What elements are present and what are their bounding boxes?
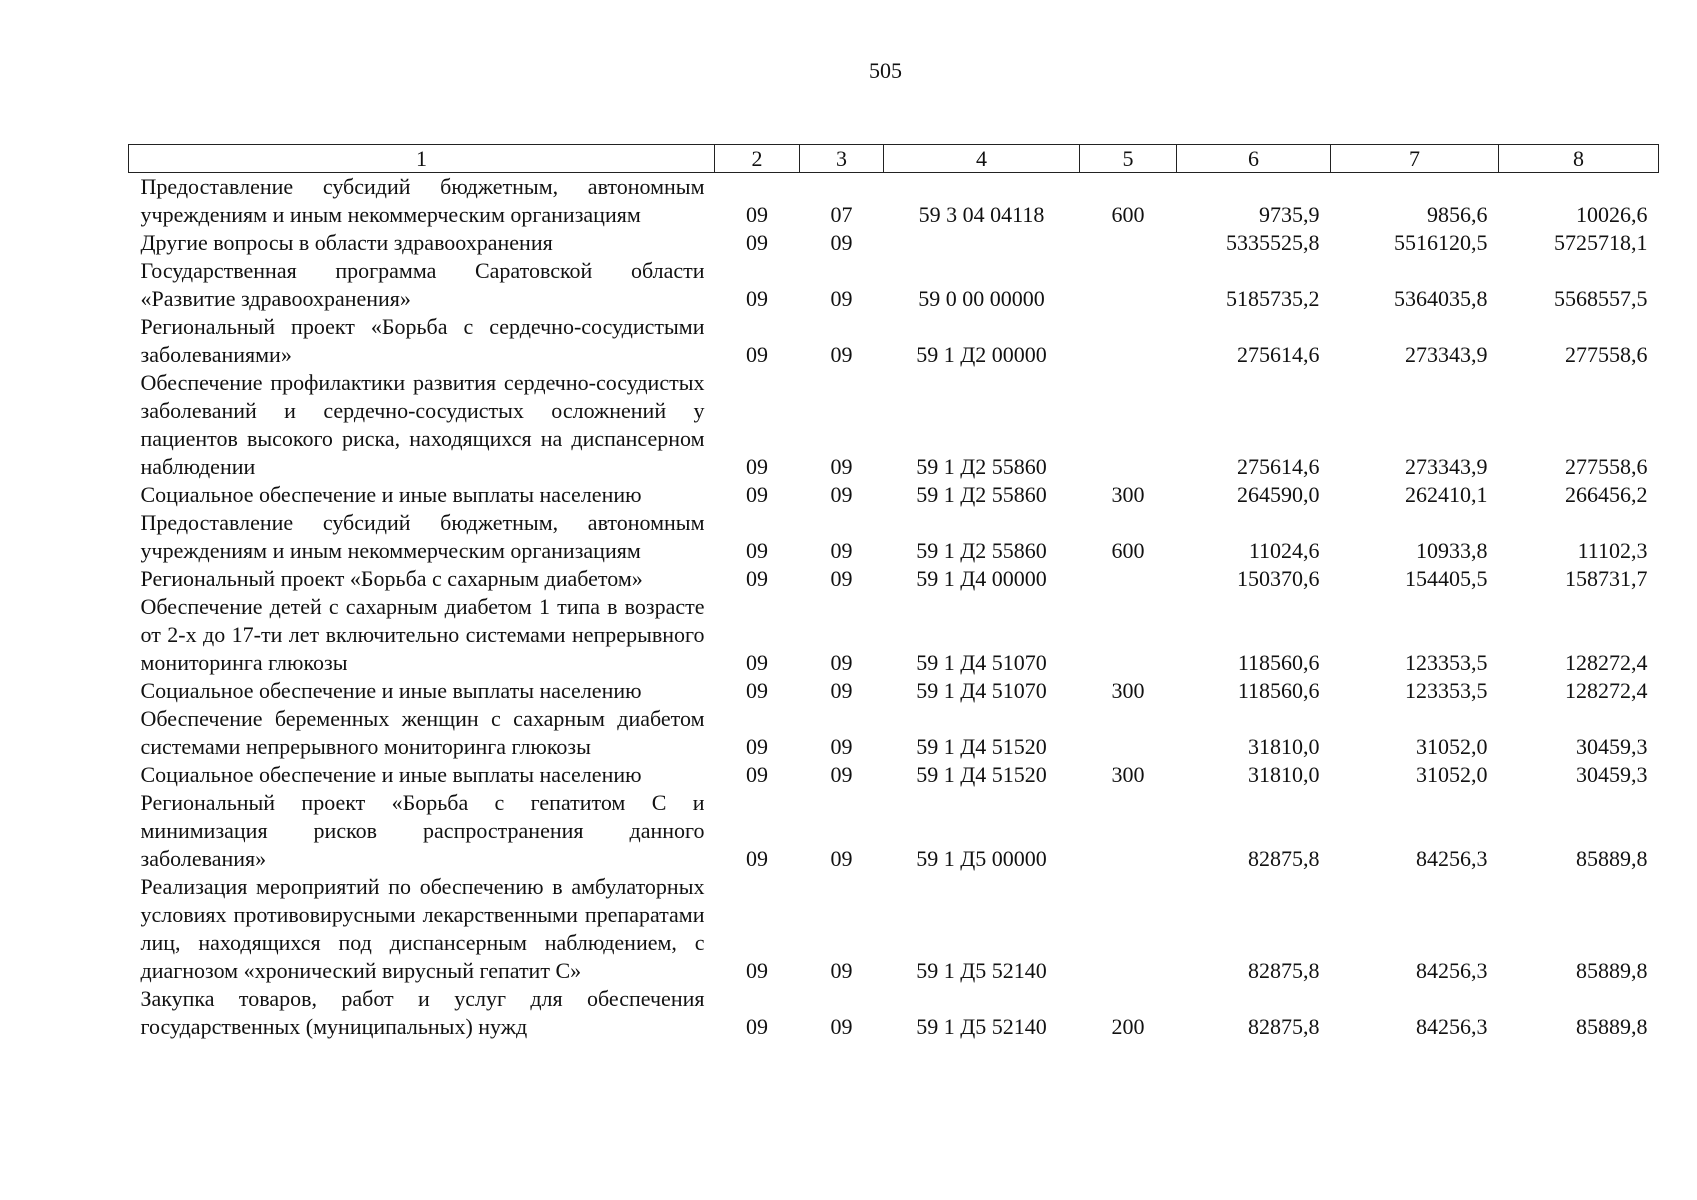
section-code-cell: 09: [746, 958, 768, 983]
target-article-cell: 59 1 Д4 51520: [916, 734, 1047, 759]
amount-col-7-cell: 273343,9: [1405, 454, 1488, 479]
table-row: [129, 761, 1659, 789]
amount-col-7-cell: 84256,3: [1416, 1014, 1488, 1039]
amount-col-8-cell: 158731,7: [1565, 566, 1648, 591]
row-name-cell: Предоставление субсидий бюджетным, автономным учреждениям и иным некоммерческим организациям: [140, 510, 705, 563]
target-article-cell: 59 1 Д2 55860: [916, 538, 1047, 563]
row-name-cell: Региональный проект «Борьба с гепатитом С и минимизация рисков распространения данного заболевания»: [140, 790, 705, 871]
row-name-cell: Социальное обеспечение и иные выплаты населению: [140, 762, 642, 787]
amount-col-6-cell: 5185735,2: [1226, 286, 1320, 311]
subsection-code-cell: 09: [830, 650, 853, 675]
section-code-cell: 09: [746, 482, 768, 507]
expense-type-cell: [1080, 593, 1177, 677]
amount-col-8-cell: 128272,4: [1565, 678, 1648, 703]
target-article-cell: 59 1 Д5 00000: [916, 846, 1047, 871]
table-row: [129, 481, 1659, 509]
header-col-5: 5: [1080, 145, 1177, 173]
amount-col-7-cell: 5364035,8: [1394, 286, 1488, 311]
row-name-cell: Реализация мероприятий по обеспечению в амбулаторных условиях противовирусными лекарственными препаратами лиц, находящихся под диспансерным наблюдением, с диагнозом «хронический вирусный гепатит С»: [140, 874, 705, 983]
amount-col-7-cell: 5516120,5: [1394, 230, 1488, 255]
amount-col-7-cell: 84256,3: [1416, 958, 1488, 983]
target-article-cell: 59 1 Д2 55860: [916, 482, 1047, 507]
section-code-cell: 09: [746, 1014, 768, 1039]
amount-col-7-cell: 154405,5: [1405, 566, 1488, 591]
section-code-cell: 09: [746, 538, 768, 563]
row-name-cell: Социальное обеспечение и иные выплаты населению: [140, 482, 642, 507]
expense-type-cell: [1080, 369, 1177, 481]
subsection-code-cell: 07: [830, 202, 853, 227]
section-code-cell: 09: [746, 454, 768, 479]
amount-col-7-cell: 10933,8: [1416, 538, 1488, 563]
target-article-cell: 59 1 Д5 52140: [916, 1014, 1047, 1039]
header-col-8: 8: [1499, 145, 1659, 173]
expense-type-cell: [1080, 789, 1177, 873]
amount-col-7-cell: 9856,6: [1427, 202, 1488, 227]
row-name-cell: Государственная программа Саратовской области «Развитие здравоохранения»: [140, 258, 705, 311]
subsection-code-cell: 09: [830, 1014, 853, 1039]
table-row: [129, 313, 1659, 369]
table-row: [129, 257, 1659, 313]
target-article-cell: 59 1 Д2 00000: [916, 342, 1047, 367]
target-article-cell: 59 1 Д4 51520: [916, 762, 1047, 787]
subsection-code-cell: 09: [830, 958, 853, 983]
section-code-cell: 09: [746, 202, 768, 227]
expense-type-cell: [1080, 257, 1177, 313]
subsection-code-cell: 09: [830, 230, 853, 255]
amount-col-8-cell: 85889,8: [1576, 846, 1648, 871]
amount-col-7-cell: 123353,5: [1405, 678, 1488, 703]
table-row: [129, 789, 1659, 873]
subsection-code-cell: 09: [830, 566, 853, 591]
row-name-cell: Обеспечение детей с сахарным диабетом 1 типа в возрасте от 2-х до 17-ти лет включительно системами непрерывного мониторинга глюкозы: [140, 594, 705, 675]
expense-type-cell: 300: [1111, 762, 1145, 787]
expense-type-cell: 200: [1111, 1014, 1145, 1039]
expense-type-cell: 600: [1111, 538, 1145, 563]
section-code-cell: 09: [746, 678, 768, 703]
amount-col-7-cell: 31052,0: [1416, 734, 1488, 759]
amount-col-7-cell: 262410,1: [1405, 482, 1488, 507]
target-article-cell: 59 1 Д2 55860: [916, 454, 1047, 479]
subsection-code-cell: 09: [830, 342, 853, 367]
table-row: [129, 593, 1659, 677]
expense-type-cell: [1080, 229, 1177, 257]
budget-table: [128, 144, 1659, 1041]
amount-col-6-cell: 82875,8: [1248, 846, 1320, 871]
amount-col-8-cell: 128272,4: [1565, 650, 1648, 675]
header-col-3: 3: [800, 145, 884, 173]
header-col-6: 6: [1177, 145, 1331, 173]
amount-col-6-cell: 264590,0: [1237, 482, 1320, 507]
header-col-2: 2: [715, 145, 800, 173]
table-row: [129, 509, 1659, 565]
amount-col-8-cell: 277558,6: [1565, 454, 1648, 479]
amount-col-6-cell: 82875,8: [1248, 1014, 1320, 1039]
header-col-1: 1: [129, 145, 715, 173]
table-row: [129, 985, 1659, 1041]
header-row: [129, 145, 1659, 173]
row-name-cell: Региональный проект «Борьба с сахарным диабетом»: [140, 566, 643, 591]
row-name-cell: Другие вопросы в области здравоохранения: [140, 230, 553, 255]
row-name-cell: Закупка товаров, работ и услуг для обеспечения государственных (муниципальных) нужд: [140, 986, 705, 1039]
expense-type-cell: [1080, 565, 1177, 593]
amount-col-8-cell: 85889,8: [1576, 1014, 1648, 1039]
amount-col-6-cell: 82875,8: [1248, 958, 1320, 983]
amount-col-6-cell: 275614,6: [1237, 454, 1320, 479]
section-code-cell: 09: [746, 566, 768, 591]
amount-col-6-cell: 118560,6: [1237, 650, 1320, 675]
row-name-cell: Обеспечение профилактики развития сердечно-сосудистых заболеваний и сердечно-сосудистых осложнений у пациентов высокого риска, находящихся на диспансерном наблюдении: [140, 370, 705, 479]
table-row: [129, 677, 1659, 705]
subsection-code-cell: 09: [830, 762, 853, 787]
section-code-cell: 09: [746, 342, 768, 367]
subsection-code-cell: 09: [830, 286, 853, 311]
amount-col-6-cell: 31810,0: [1248, 762, 1320, 787]
subsection-code-cell: 09: [830, 846, 853, 871]
amount-col-7-cell: 31052,0: [1416, 762, 1488, 787]
target-article-cell: 59 3 04 04118: [918, 202, 1045, 227]
amount-col-6-cell: 11024,6: [1248, 538, 1320, 563]
expense-type-cell: 600: [1111, 202, 1145, 227]
row-name-cell: Региональный проект «Борьба с сердечно-сосудистыми заболеваниями»: [140, 314, 705, 367]
row-name-cell: Социальное обеспечение и иные выплаты населению: [140, 678, 642, 703]
expense-type-cell: 300: [1111, 678, 1145, 703]
amount-col-8-cell: 85889,8: [1576, 958, 1648, 983]
amount-col-8-cell: 10026,6: [1576, 202, 1648, 227]
expense-type-cell: [1080, 705, 1177, 761]
table-body: [129, 173, 1659, 1042]
section-code-cell: 09: [746, 762, 768, 787]
section-code-cell: 09: [746, 230, 768, 255]
amount-col-7-cell: 273343,9: [1405, 342, 1488, 367]
subsection-code-cell: 09: [830, 678, 853, 703]
section-code-cell: 09: [746, 734, 768, 759]
amount-col-8-cell: 277558,6: [1565, 342, 1648, 367]
subsection-code-cell: 09: [830, 454, 853, 479]
amount-col-7-cell: 84256,3: [1416, 846, 1488, 871]
amount-col-6-cell: 5335525,8: [1226, 230, 1320, 255]
table-row: [129, 229, 1659, 257]
amount-col-8-cell: 30459,3: [1576, 762, 1648, 787]
target-article-cell: 59 1 Д4 51070: [916, 678, 1047, 703]
target-article-cell: 59 1 Д4 51070: [916, 650, 1047, 675]
amount-col-6-cell: 275614,6: [1237, 342, 1320, 367]
table-row: [129, 705, 1659, 761]
section-code-cell: 09: [746, 286, 768, 311]
amount-col-6-cell: 150370,6: [1237, 566, 1320, 591]
subsection-code-cell: 09: [830, 538, 853, 563]
amount-col-6-cell: 118560,6: [1237, 678, 1320, 703]
amount-col-6-cell: 31810,0: [1248, 734, 1320, 759]
table-row: [129, 873, 1659, 985]
amount-col-8-cell: 5568557,5: [1554, 286, 1648, 311]
table-row: [129, 565, 1659, 593]
target-article-cell: 59 1 Д5 52140: [916, 958, 1047, 983]
subsection-code-cell: 09: [830, 734, 853, 759]
amount-col-6-cell: 9735,9: [1259, 202, 1320, 227]
target-article-cell: 59 1 Д4 00000: [916, 566, 1047, 591]
header-col-7: 7: [1331, 145, 1499, 173]
header-col-4: 4: [884, 145, 1080, 173]
amount-col-7-cell: 123353,5: [1405, 650, 1488, 675]
subsection-code-cell: 09: [830, 482, 853, 507]
amount-col-8-cell: 266456,2: [1565, 482, 1648, 507]
target-article-cell: 59 0 00 00000: [918, 286, 1045, 311]
amount-col-8-cell: 11102,3: [1577, 538, 1648, 563]
amount-col-8-cell: 5725718,1: [1554, 230, 1648, 255]
table-header: [129, 145, 1659, 173]
expense-type-cell: 300: [1111, 482, 1145, 507]
table-row: [129, 369, 1659, 481]
table-row: [129, 173, 1659, 230]
target-article-cell: [884, 229, 1080, 257]
row-name-cell: Предоставление субсидий бюджетным, автономным учреждениям и иным некоммерческим организациям: [140, 174, 705, 227]
section-code-cell: 09: [746, 846, 768, 871]
section-code-cell: 09: [746, 650, 768, 675]
amount-col-8-cell: 30459,3: [1576, 734, 1648, 759]
expense-type-cell: [1080, 313, 1177, 369]
expense-type-cell: [1080, 873, 1177, 985]
row-name-cell: Обеспечение беременных женщин с сахарным диабетом системами непрерывного мониторинга глюкозы: [140, 706, 705, 759]
page-number: 505: [869, 58, 902, 83]
